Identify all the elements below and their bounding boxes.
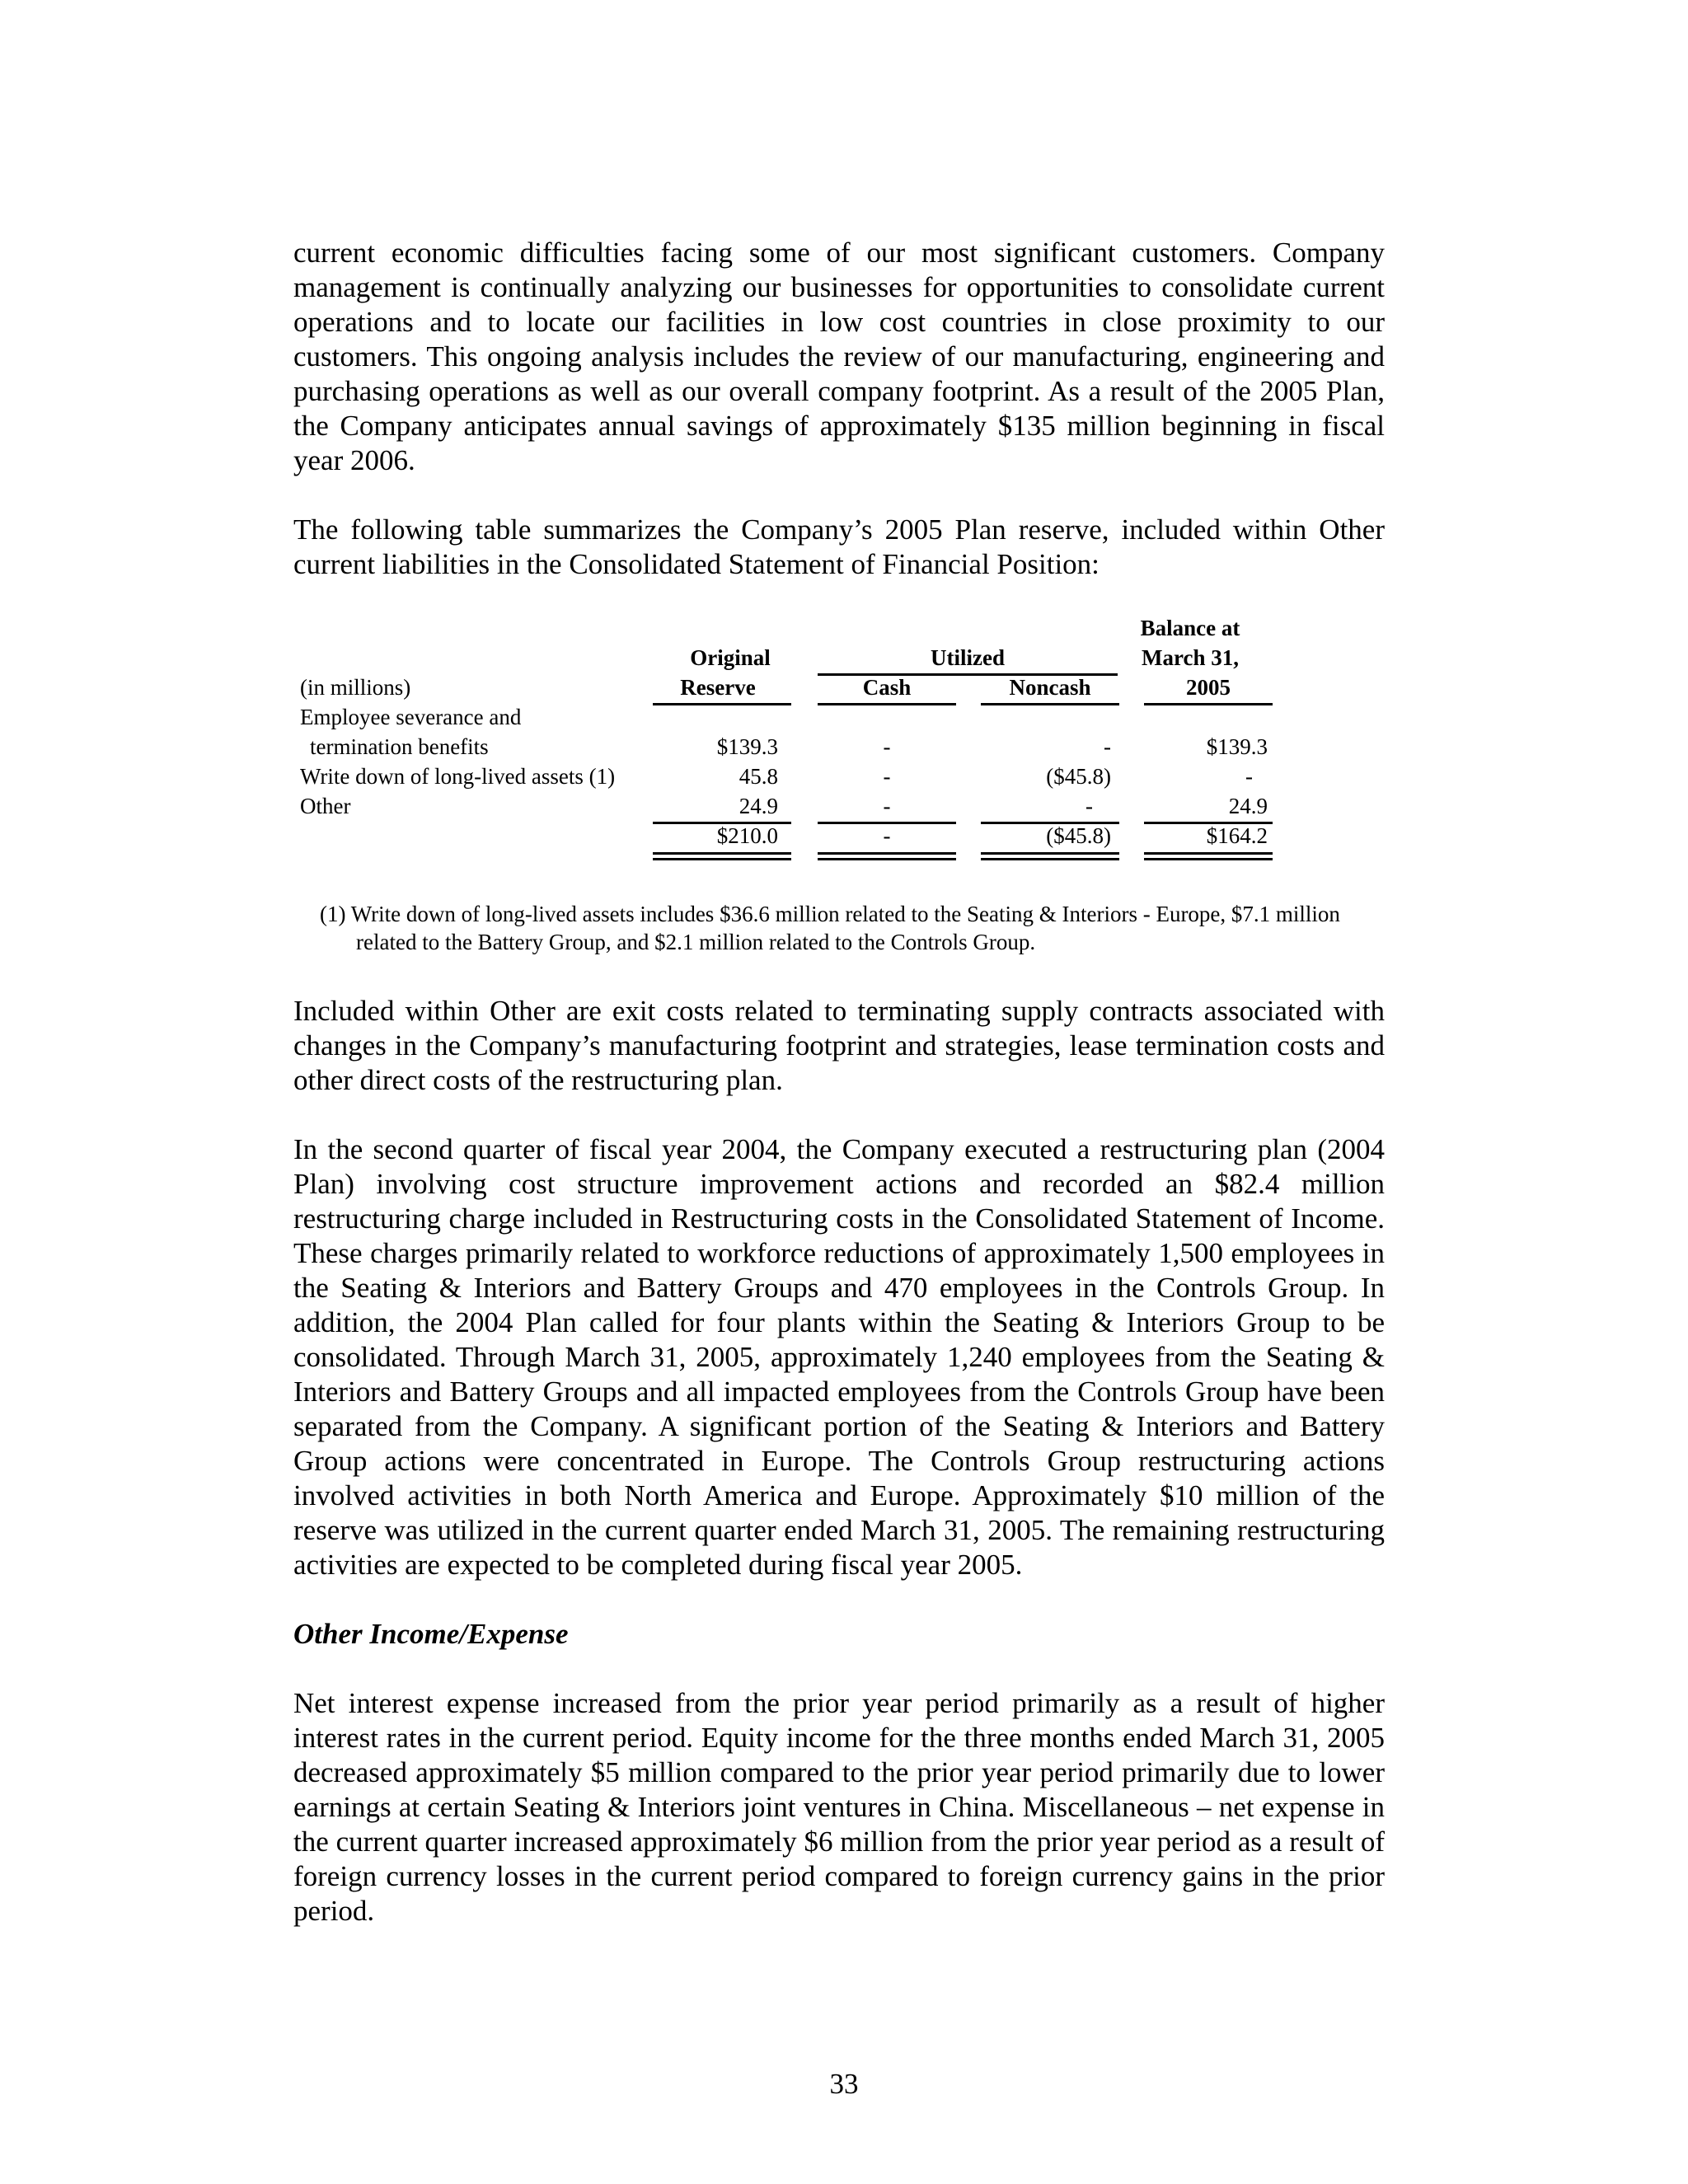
- total-noncash: ($45.8): [1046, 823, 1111, 848]
- restructuring-reserve-table: [293, 613, 1385, 860]
- total-double-underline-cash: [818, 852, 956, 860]
- cell-other-original: 24.9: [738, 794, 778, 818]
- header-underline-cash: [818, 703, 956, 705]
- total-double-underline-balance: [1144, 852, 1273, 860]
- total-double-underline-noncash: [981, 852, 1119, 860]
- header-utilized: Utilized: [931, 645, 1005, 670]
- cell-severance-cash: -: [883, 734, 891, 759]
- cell-severance-balance: $139.3: [1206, 734, 1268, 759]
- page-number: 33: [829, 2068, 859, 2100]
- paragraph-2005-plan-savings: current economic difficulties facing some of our most significant customers. Company management is continually analyzing our businesses for opportunities to consolidate current operations and to locate our facilities in low cost countries in close proximity to our customers. This ongoing analysis includes the review of our manufacturing, engineering and purchasing operations as well as our overall company footprint. As a result of the 2005 Plan, the Company anticipates annual savings of approximately $135 million beginning in fiscal year 2006.: [293, 237, 1385, 476]
- paragraph-interest-equity-misc: Net interest expense increased from the prior year period primarily as a result of higher interest rates in the current period. Equity income for the three months ended March 31, 2005 decreased approximately $5 million compared to the prior year period primarily due to lower earnings at certain Seating & Interiors joint ventures in China. Miscellaneous – net expense in the current quarter increased approximately $6 million from the prior year period as a result of foreign currency losses in the current period compared to foreign currency gains in the prior period.: [293, 1687, 1385, 1927]
- header-original-line1: Original: [690, 645, 771, 670]
- cell-other-noncash: -: [1085, 794, 1093, 818]
- header-cash: Cash: [862, 675, 912, 700]
- total-original: $210.0: [716, 823, 778, 848]
- paragraph-2004-plan: In the second quarter of fiscal year 2004, the Company executed a restructuring plan (2004 Plan) involving cost structure improvement actions and recorded an $82.4 million restructuring charge included in Restructuring costs in the Consolidated Statement of Income. These charges primarily related to workforce reductions of approximately 1,500 employees in the Seating & Interiors and Battery Groups and 470 employees in the Controls Group. In addition, the 2004 Plan called for four plants within the Seating & Interiors Group to be consolidated. Through March 31, 2005, approximately 1,240 employees from the Seating & Interiors and Battery Groups and all impacted employees from the Controls Group have been separated from the Company. A significant portion of the Seating & Interiors and Battery Group actions were concentrated in Europe. The Controls Group restructuring actions involved activities in both North America and Europe. Approximately $10 million of the reserve was utilized in the current quarter ended March 31, 2005. The remaining restructuring activities are expected to be completed during fiscal year 2005.: [293, 1133, 1385, 1581]
- total-double-underline-original: [653, 852, 791, 860]
- cell-other-cash: -: [883, 794, 891, 818]
- cell-other-balance: 24.9: [1228, 794, 1268, 818]
- paragraph-table-intro: The following table summarizes the Company’s 2005 Plan reserve, included within Other current liabilities in the Consolidated Statement of Financial Position:: [293, 513, 1385, 580]
- header-underline-balance: [1144, 703, 1273, 705]
- cell-severance-noncash: -: [1104, 734, 1111, 759]
- header-balance-line2: March 31,: [1142, 645, 1239, 670]
- row-label-severance-line2: termination benefits: [310, 734, 489, 759]
- cell-severance-original: $139.3: [716, 734, 778, 759]
- header-underline-original: [653, 703, 791, 705]
- cell-writedown-noncash: ($45.8): [1046, 764, 1111, 789]
- header-balance-line3: 2005: [1186, 675, 1231, 700]
- paragraph-other-exit-costs: Included within Other are exit costs related to terminating supply contracts associated with changes in the Company’s manufacturing footprint and strategies, lease termination costs and other direct costs of the restructuring plan.: [293, 995, 1385, 1096]
- footnote-text: (1) Write down of long-lived assets includes $36.6 million related to the Seating & Interiors - Europe, $7.1 million related to the Battery Group, and $2.1 million related to the Controls Group.: [320, 902, 1340, 954]
- cell-writedown-balance: -: [1245, 764, 1253, 789]
- units-label: (in millions): [300, 675, 411, 700]
- cell-writedown-original: 45.8: [738, 764, 778, 789]
- total-cash: -: [883, 823, 891, 848]
- header-noncash: Noncash: [1009, 675, 1091, 700]
- row-label-writedown: Write down of long-lived assets (1): [300, 764, 616, 789]
- section-heading-other-income-expense: Other Income/Expense: [293, 1618, 569, 1650]
- cell-writedown-cash: -: [883, 764, 891, 789]
- header-underline-noncash: [981, 703, 1119, 705]
- header-original-line2: Reserve: [680, 675, 756, 700]
- row-label-severance-line1: Employee severance and: [300, 705, 522, 729]
- page-content: [293, 236, 1385, 1929]
- header-balance-line1: Balance at: [1140, 616, 1240, 640]
- table-footnote: [320, 900, 1385, 956]
- row-label-other: Other: [300, 794, 351, 818]
- total-balance: $164.2: [1206, 823, 1268, 848]
